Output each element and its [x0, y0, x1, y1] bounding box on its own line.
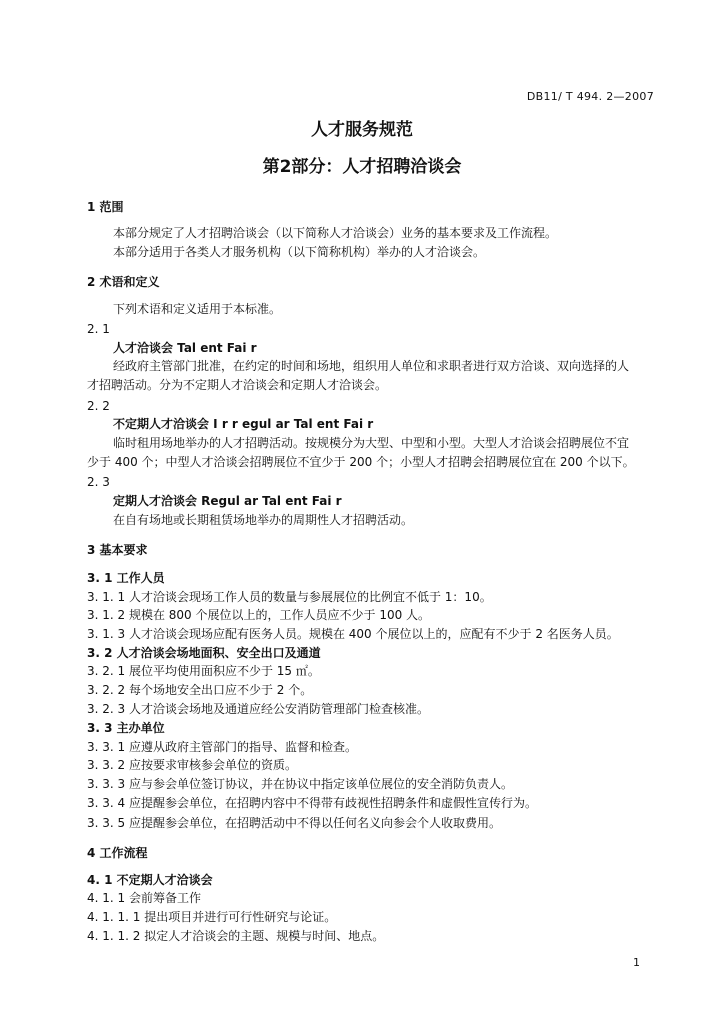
section-heading: 人才洽谈会 Tal ent Fai r — [113, 341, 257, 355]
document-title: 人才服务规范 — [311, 120, 413, 140]
body-text-line: 少于 400 个；中型人才洽谈会招聘展位不宜少于 200 个；小型人才招聘会招聘展位宜在 200 个以下。 — [87, 455, 635, 469]
standard-code: DB11/ T 494. 2—2007 — [526, 90, 654, 103]
body-text-line: 2. 1 — [87, 322, 110, 336]
page-number: 1 — [633, 956, 640, 969]
body-text-line: 3. 2. 1 展位平均使用面积应不少于 15 ㎡。 — [87, 664, 320, 678]
body-text-line: 3. 2. 3 人才洽谈会场地及通道应经公安消防管理部门检查核准。 — [87, 702, 429, 716]
body-text-line: 才招聘活动。分为不定期人才洽谈会和定期人才洽谈会。 — [87, 378, 388, 392]
section-heading: 3 基本要求 — [87, 543, 148, 557]
body-text-line: 3. 1. 1 人才洽谈会现场工作人员的数量与参展展位的比例宜不低于 1：10。 — [87, 590, 492, 604]
body-text-line: 4. 1. 1. 2 拟定人才洽谈会的主题、规模与时间、地点。 — [87, 929, 385, 943]
body-text-line: 3. 3. 3 应与参会单位签订协议，并在协议中指定该单位展位的安全消防负责人。 — [87, 777, 513, 791]
body-text-line: 在自有场地或长期租赁场地举办的周期性人才招聘活动。 — [113, 513, 414, 527]
body-text-line: 3. 2. 2 每个场地安全出口应不少于 2 个。 — [87, 683, 313, 697]
body-text-line: 4. 1. 1. 1 提出项目并进行可行性研究与论证。 — [87, 910, 337, 924]
body-text-line: 3. 3. 4 应提醒参会单位，在招聘内容中不得带有歧视性招聘条件和虚假性宣传行为。 — [87, 796, 537, 810]
body-text-line: 4. 1. 1 会前筹备工作 — [87, 891, 201, 905]
body-text-line: 2. 3 — [87, 475, 110, 489]
section-heading: 4. 1 不定期人才洽谈会 — [87, 873, 213, 887]
body-text-line: 3. 3. 2 应按要求审核参会单位的资质。 — [87, 758, 297, 772]
section-heading: 不定期人才洽谈会 I r r egul ar Tal ent Fai r — [113, 417, 374, 431]
body-text-line: 3. 1. 3 人才洽谈会现场应配有医务人员。规模在 400 个展位以上的，应配有不少于 2 名医务人员。 — [87, 627, 619, 641]
body-text-line: 本部分适用于各类人才服务机构（以下简称机构）举办的人才洽谈会。 — [113, 245, 486, 259]
body-text-line: 2. 2 — [87, 399, 110, 413]
section-heading: 3. 2 人才洽谈会场地面积、安全出口及通道 — [87, 646, 321, 660]
section-heading: 2 术语和定义 — [87, 275, 160, 289]
body-text-line: 3. 3. 1 应遵从政府主管部门的指导、监督和检查。 — [87, 740, 357, 754]
body-text-line: 经政府主管部门批准，在约定的时间和场地，组织用人单位和求职者进行双方洽谈、双向选择的人 — [113, 359, 630, 373]
body-text-line: 下列术语和定义适用于本标准。 — [113, 302, 282, 316]
section-heading: 1 范围 — [87, 200, 124, 214]
section-heading: 3. 3 主办单位 — [87, 721, 165, 735]
section-heading: 定期人才洽谈会 Regul ar Tal ent Fai r — [113, 494, 342, 508]
section-heading: 4 工作流程 — [87, 846, 148, 860]
body-text-line: 本部分规定了人才招聘洽谈会（以下简称人才洽谈会）业务的基本要求及工作流程。 — [113, 226, 558, 240]
body-text-line: 临时租用场地举办的人才招聘活动。按规模分为大型、中型和小型。大型人才洽谈会招聘展位不宜 — [113, 436, 630, 450]
body-text-line: 3. 1. 2 规模在 800 个展位以上的，工作人员应不少于 100 人。 — [87, 608, 431, 622]
body-text-line: 3. 3. 5 应提醒参会单位，在招聘活动中不得以任何名义向参会个人收取费用。 — [87, 816, 501, 830]
section-heading: 3. 1 工作人员 — [87, 571, 165, 585]
document-subtitle: 第2部分：人才招聘洽谈会 — [262, 157, 462, 177]
